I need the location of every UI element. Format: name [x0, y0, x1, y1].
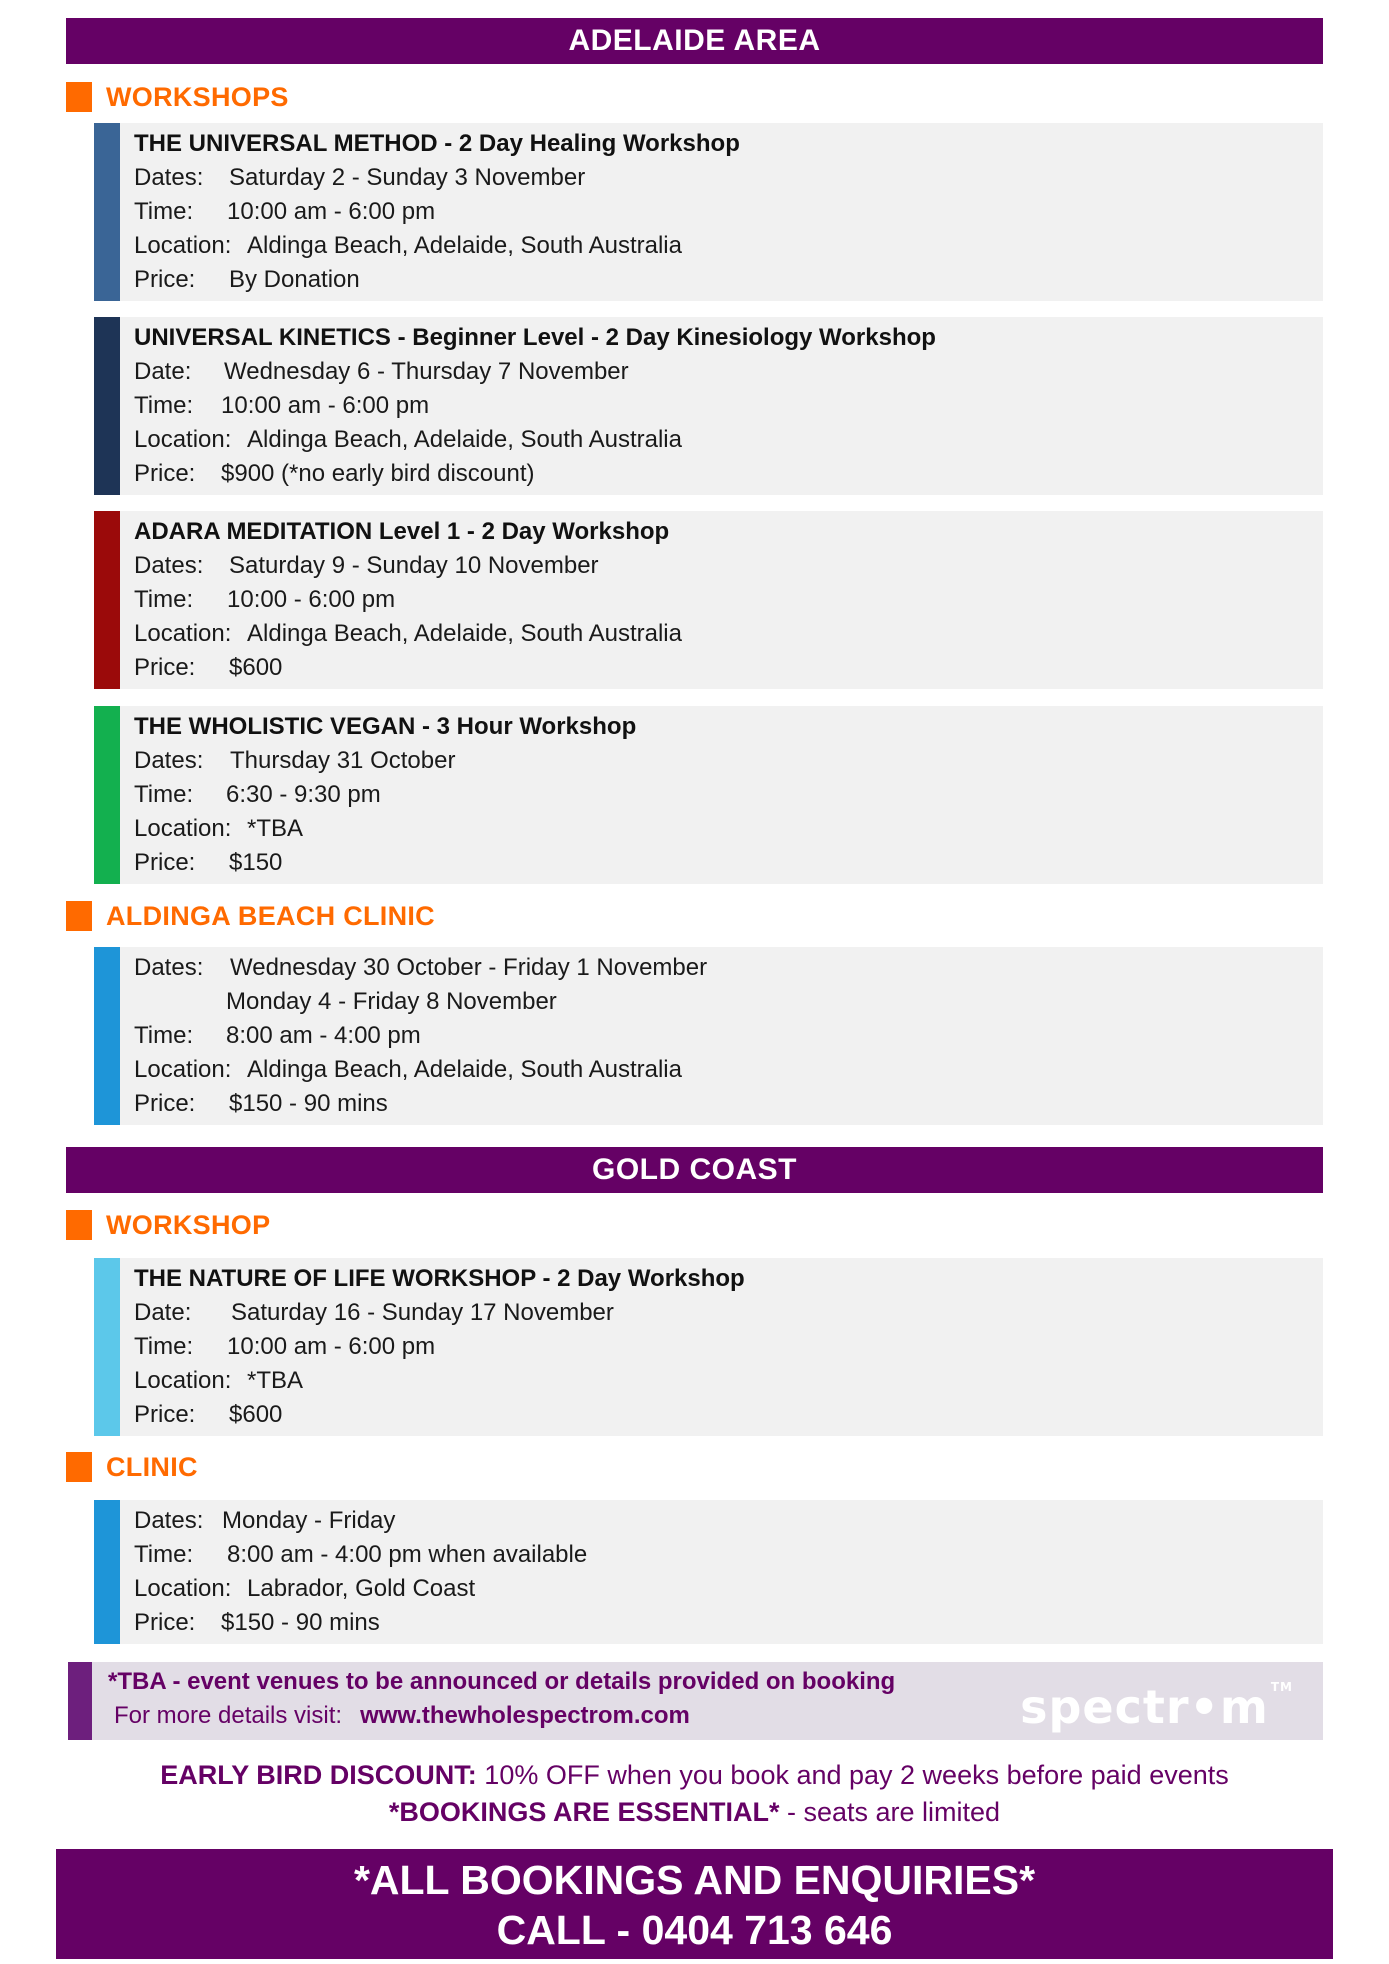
section-title: ALDINGA BEACH CLINIC: [106, 900, 435, 931]
event-color-bar: [94, 1258, 120, 1436]
location-label: Location:: [134, 1575, 232, 1602]
footer-banner: [56, 1849, 1333, 1959]
clinic-dates-second: Monday 4 - Friday 8 November: [226, 988, 557, 1015]
event-card-aldinga-clinic: [94, 947, 1323, 1125]
event-title: ADARA MEDITATION Level 1 - 2 Day Workshop: [134, 518, 670, 545]
section-title: WORKSHOPS: [106, 81, 289, 112]
clinic-location: Labrador, Gold Coast: [247, 1575, 476, 1602]
section-aldinga-clinic: [66, 899, 435, 933]
early-bird-label: EARLY BIRD DISCOUNT:: [160, 1760, 477, 1790]
price-label: Price:: [134, 1090, 196, 1117]
early-bird-line: [0, 1760, 1389, 1791]
section-workshops: [66, 80, 289, 114]
event-color-bar: [94, 317, 120, 495]
event-color-bar: [94, 947, 120, 1125]
spectrom-logo: [1020, 1680, 1293, 1734]
section-marker-icon: [66, 1452, 92, 1482]
time-label: Time:: [134, 1022, 194, 1049]
event-location: *TBA: [247, 1367, 304, 1394]
section-clinic: [66, 1450, 198, 1484]
time-label: Time:: [134, 1541, 194, 1568]
event-location: Aldinga Beach, Adelaide, South Australia: [247, 620, 682, 647]
event-dates: Saturday 9 - Sunday 10 November: [229, 552, 599, 579]
clinic-time: 8:00 am - 4:00 pm: [226, 1022, 421, 1049]
event-price: $150: [229, 849, 283, 876]
dates-label: Dates:: [134, 954, 204, 981]
event-location: Aldinga Beach, Adelaide, South Australia: [247, 232, 682, 259]
section-title: CLINIC: [106, 1451, 198, 1482]
clinic-price: $150 - 90 mins: [221, 1609, 380, 1636]
event-time: 10:00 am - 6:00 pm: [221, 392, 430, 419]
event-color-bar: [94, 1500, 120, 1644]
location-label: Location:: [134, 1367, 232, 1394]
event-location: Aldinga Beach, Adelaide, South Australia: [247, 426, 682, 453]
location-label: Location:: [134, 232, 232, 259]
logo-text: spectr•m: [1020, 1680, 1269, 1734]
event-price: $600: [229, 654, 283, 681]
region-header-gold-coast: GOLD COAST: [66, 1147, 1323, 1193]
location-label: Location:: [134, 815, 232, 842]
section-marker-icon: [66, 1210, 92, 1240]
location-label: Location:: [134, 620, 232, 647]
tba-notice: [68, 1662, 1323, 1740]
location-label: Location:: [134, 1056, 232, 1083]
time-label: Time:: [134, 781, 194, 808]
event-time: 10:00 am - 6:00 pm: [227, 198, 436, 225]
region-header-adelaide: ADELAIDE AREA: [66, 18, 1323, 64]
price-label: Price:: [134, 1609, 196, 1636]
dates-label: Dates:: [134, 747, 204, 774]
early-bird-text: 10% OFF when you book and pay 2 weeks before paid events: [484, 1760, 1229, 1790]
dates-label: Dates:: [134, 1507, 204, 1534]
more-details-line: [114, 1702, 690, 1730]
event-dates: Saturday 2 - Sunday 3 November: [229, 164, 586, 191]
event-card-universal-method: [94, 123, 1323, 301]
event-title: UNIVERSAL KINETICS - Beginner Level - 2 Day Kinesiology Workshop: [134, 324, 936, 351]
more-details-label: For more details visit:: [114, 1702, 343, 1729]
bookings-text: - seats are limited: [787, 1797, 1001, 1827]
footer-phone[interactable]: CALL - 0404 713 646: [496, 1907, 893, 1953]
dates-label: Dates:: [134, 164, 204, 191]
event-time: 6:30 - 9:30 pm: [226, 781, 381, 808]
price-label: Price:: [134, 654, 196, 681]
event-price: $900 (*no early bird discount): [221, 460, 535, 487]
clinic-dates: Monday - Friday: [222, 1507, 396, 1534]
event-time: 10:00 - 6:00 pm: [227, 586, 396, 613]
price-label: Price:: [134, 1401, 196, 1428]
dates-label: Date:: [134, 1299, 192, 1326]
section-marker-icon: [66, 901, 92, 931]
event-title: THE NATURE OF LIFE WORKSHOP - 2 Day Workshop: [134, 1265, 745, 1292]
website-link[interactable]: www.thewholespectrom.com: [360, 1702, 690, 1729]
event-time: 10:00 am - 6:00 pm: [227, 1333, 436, 1360]
footer-bookings: *ALL BOOKINGS AND ENQUIRIES*: [353, 1857, 1036, 1903]
dates-label: Dates:: [134, 552, 204, 579]
event-price: By Donation: [229, 266, 360, 293]
time-label: Time:: [134, 1333, 194, 1360]
bookings-label: *BOOKINGS ARE ESSENTIAL*: [388, 1797, 780, 1827]
clinic-time: 8:00 am - 4:00 pm when available: [227, 1541, 588, 1568]
event-card-universal-kinetics: [94, 317, 1323, 495]
clinic-location: Aldinga Beach, Adelaide, South Australia: [247, 1056, 682, 1083]
dates-label: Date:: [134, 358, 192, 385]
logo-trademark: TM: [1270, 1680, 1293, 1694]
event-dates: Saturday 16 - Sunday 17 November: [231, 1299, 614, 1326]
time-label: Time:: [134, 586, 194, 613]
section-title: WORKSHOP: [106, 1209, 271, 1240]
location-label: Location:: [134, 426, 232, 453]
section-marker-icon: [66, 82, 92, 112]
clinic-price: $150 - 90 mins: [229, 1090, 388, 1117]
price-label: Price:: [134, 266, 196, 293]
notice-color-bar: [68, 1662, 92, 1740]
event-color-bar: [94, 511, 120, 689]
time-label: Time:: [134, 198, 194, 225]
event-color-bar: [94, 123, 120, 301]
tba-text: *TBA - event venues to be announced or details provided on booking: [108, 1668, 896, 1695]
event-dates: Thursday 31 October: [230, 747, 456, 774]
event-card-gold-coast-clinic: [94, 1500, 1323, 1644]
clinic-dates: Wednesday 30 October - Friday 1 November: [230, 954, 708, 981]
section-workshop: [66, 1208, 270, 1242]
time-label: Time:: [134, 392, 194, 419]
event-price: $600: [229, 1401, 283, 1428]
event-location: *TBA: [247, 815, 304, 842]
event-card-nature-of-life: [94, 1258, 1323, 1436]
event-title: THE UNIVERSAL METHOD - 2 Day Healing Workshop: [134, 130, 740, 157]
event-card-adara-meditation: [94, 511, 1323, 689]
event-color-bar: [94, 706, 120, 884]
event-title: THE WHOLISTIC VEGAN - 3 Hour Workshop: [134, 713, 637, 740]
bookings-line: [0, 1797, 1389, 1828]
price-label: Price:: [134, 849, 196, 876]
price-label: Price:: [134, 460, 196, 487]
event-card-wholistic-vegan: [94, 706, 1323, 884]
event-dates: Wednesday 6 - Thursday 7 November: [224, 358, 629, 385]
